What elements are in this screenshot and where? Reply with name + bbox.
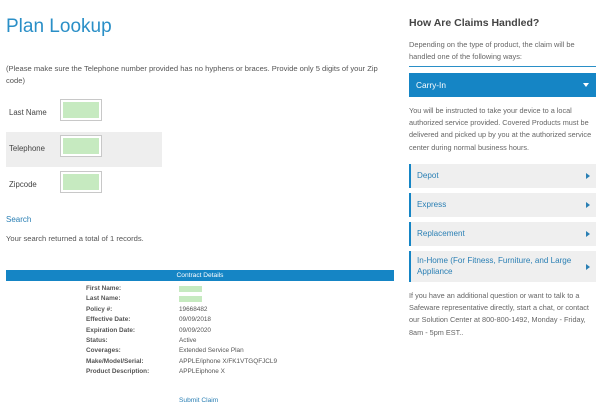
product-description-key: Product Description: [86,368,150,376]
last-name-redacted-value [179,296,202,302]
telephone-label: Telephone [9,144,45,153]
policy-value: 19668482 [179,305,208,313]
zipcode-row [6,168,162,203]
contact-info-text: If you have an additional question or want to talk to a Safeware representative directly, start a chat, or contact our Solution Center at 800-800-1492, Monday - Friday, 8am - 5pm EST.. [409,291,589,337]
telephone-redacted-value [63,138,99,154]
caret-down-icon [583,83,589,87]
caret-right-icon [586,202,590,208]
accordion-depot[interactable] [409,164,596,188]
telephone-row [6,132,162,167]
accordion-replacement-label: Replacement [417,229,465,238]
caret-right-icon [586,231,590,237]
caret-right-icon [586,264,590,270]
claims-info-panel [409,0,596,420]
accordion-in-home-label: In-Home (For Fitness, Furniture, and Large Appliance [417,256,572,276]
carry-in-description: You will be instructed to take your device to a local authorized service provided. Covered Products must be delivered and picked up by you at the authorized service center during normal business hours. [409,106,592,152]
policy-key: Policy #: [86,305,113,313]
make-model-serial-value: APPLE/iphone X/FK1VTGQFJCL9 [179,357,278,365]
page-title: Plan Lookup [6,16,112,37]
last-name-row [6,96,162,131]
expiration-date-key: Expiration Date: [86,326,136,334]
last-name-key: Last Name: [86,295,121,303]
accordion-carry-in[interactable] [409,73,596,97]
search-result-text: Your search returned a total of 1 records. [6,234,144,243]
title-divider [409,66,596,67]
make-model-serial-key: Make/Model/Serial: [86,357,144,365]
caret-right-icon [586,173,590,179]
contract-details-header: Contract Details [6,270,394,281]
first-name-redacted-value [179,286,202,292]
accordion-express[interactable] [409,193,596,217]
product-description-value: APPLEiphone X [179,368,225,376]
effective-date-key: Effective Date: [86,316,131,324]
last-name-redacted-value [63,102,99,118]
accordion-carry-in-label: Carry-In [416,80,446,90]
zipcode-redacted-value [63,174,99,190]
claims-title: How Are Claims Handled? [409,17,540,29]
last-name-label: Last Name [9,108,47,117]
coverages-value: Extended Service Plan [179,347,244,355]
last-name-input[interactable] [60,99,102,121]
coverages-key: Coverages: [86,347,121,355]
submit-claim-link[interactable]: Submit Claim [179,397,219,404]
accordion-depot-label: Depot [417,171,439,180]
accordion-in-home[interactable] [409,251,596,282]
status-value: Active [179,336,197,344]
search-link[interactable]: Search [6,215,32,224]
expiration-date-value: 09/09/2020 [179,326,211,334]
accordion-express-label: Express [417,200,447,209]
first-name-key: First Name: [86,285,122,292]
claims-intro: Depending on the type of product, the claim will be handled one of the following ways: [409,40,575,61]
telephone-input[interactable] [60,135,102,157]
zipcode-label: Zipcode [9,180,37,189]
accordion-replacement[interactable] [409,222,596,246]
effective-date-value: 09/09/2018 [179,316,211,324]
status-key: Status: [86,336,108,344]
instructions-note: (Please make sure the Telephone number provided has no hyphens or braces. Provide only 5 digits of your Zip code) [6,64,378,85]
zipcode-input[interactable] [60,171,102,193]
